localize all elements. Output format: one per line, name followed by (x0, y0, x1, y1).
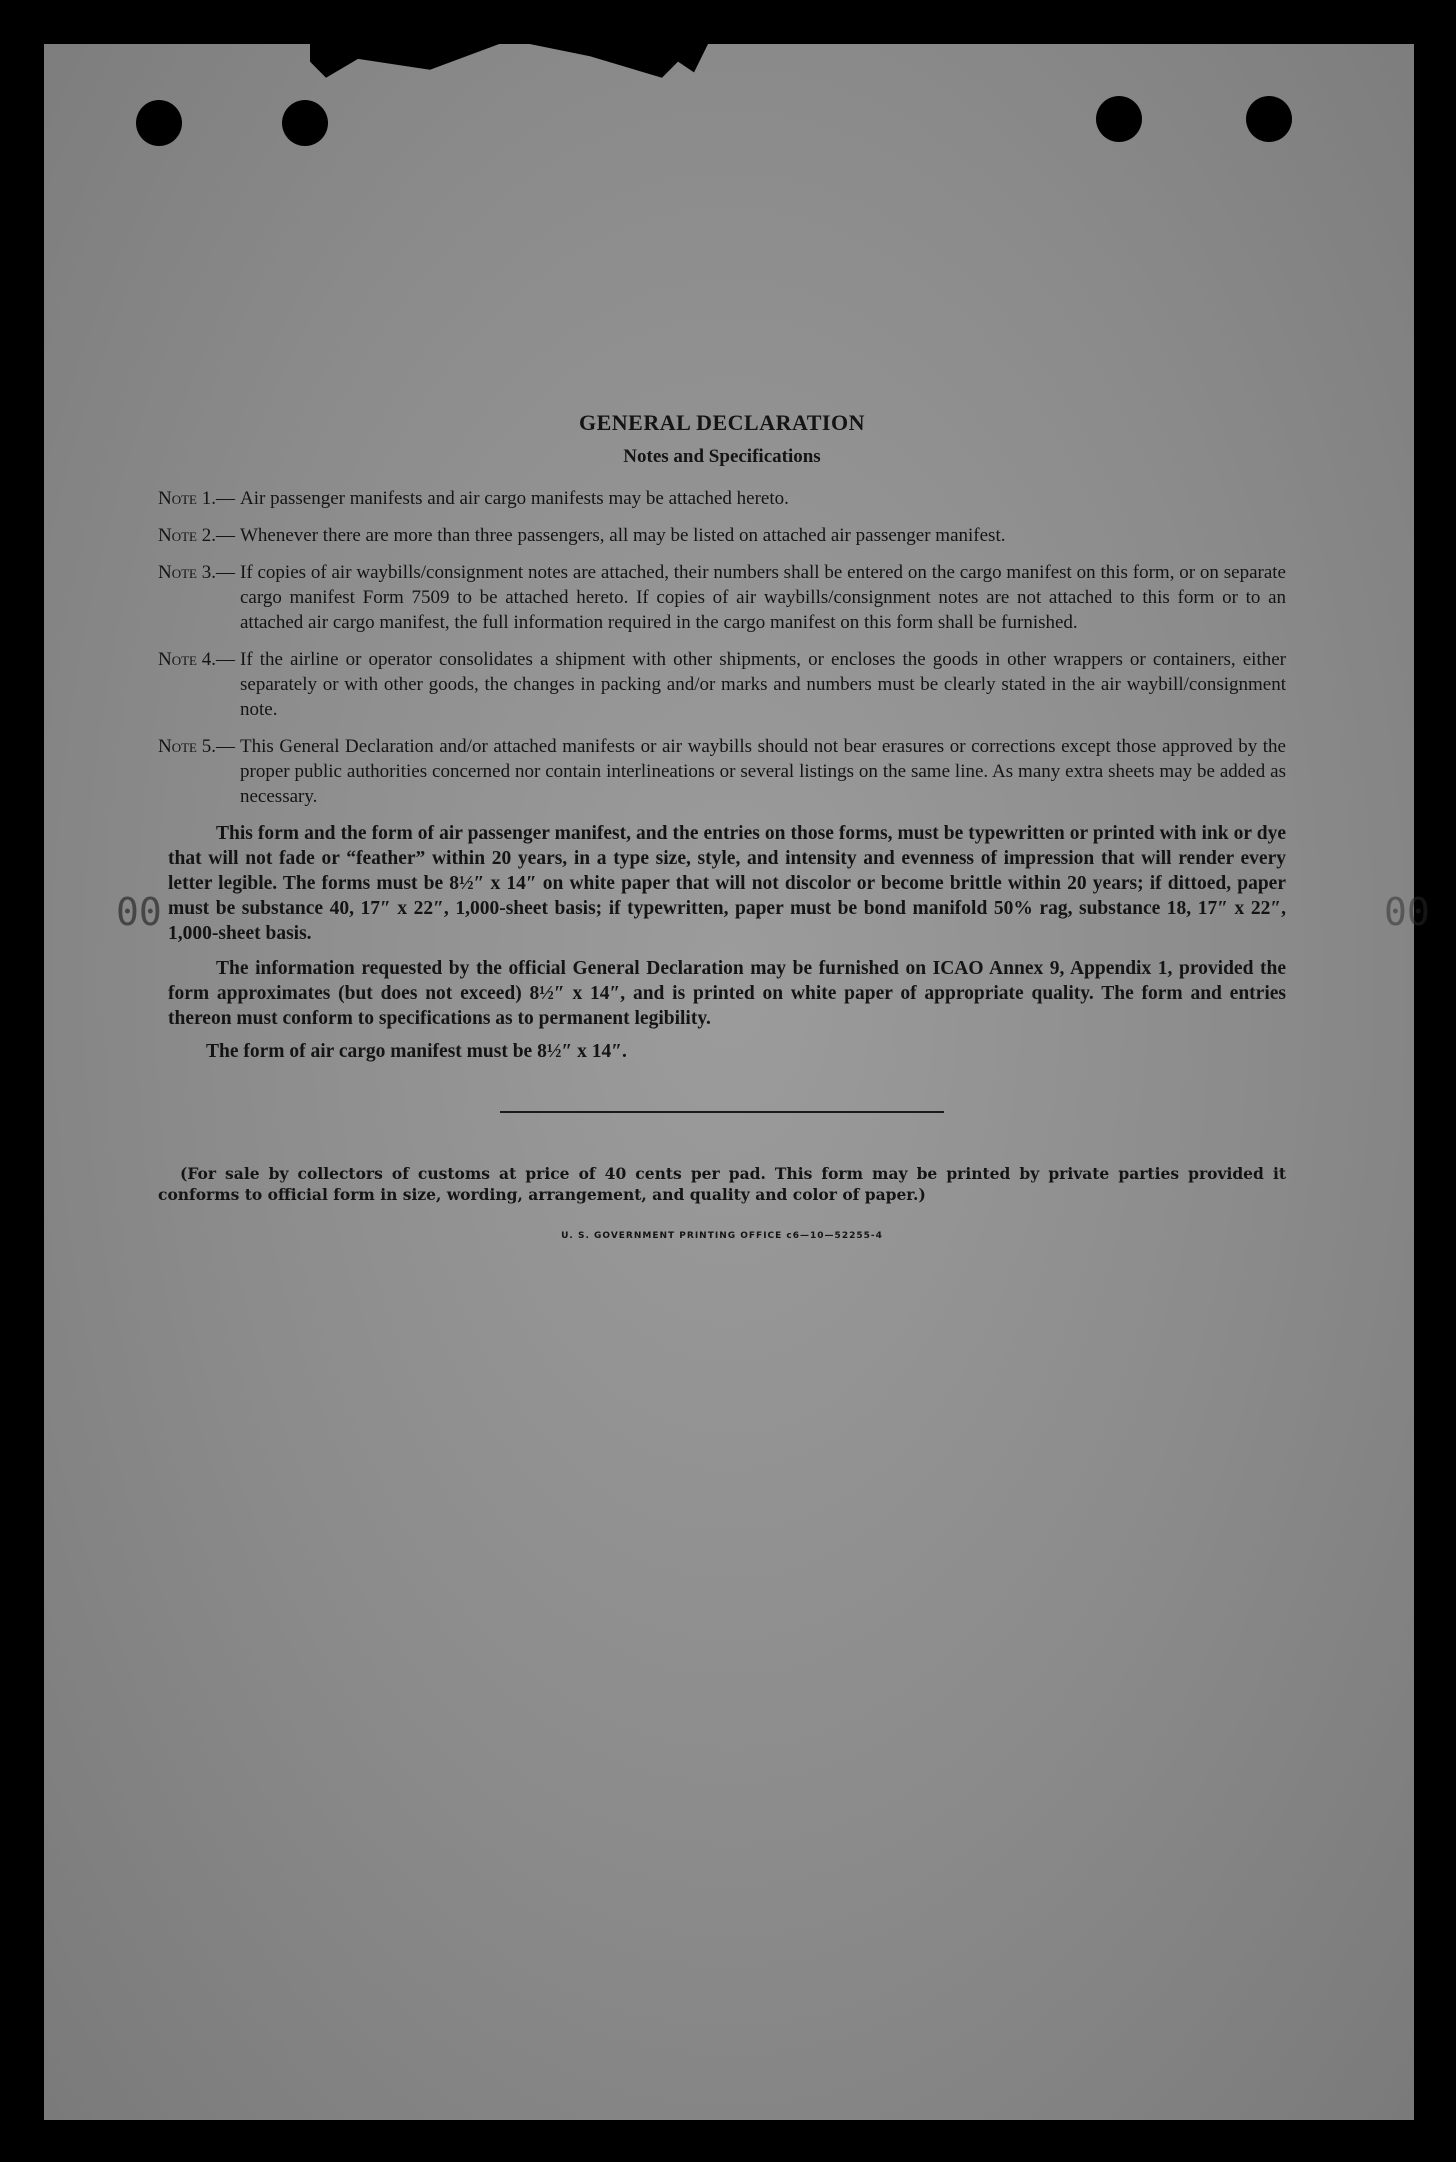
note-4 (158, 647, 1286, 722)
page-subtitle: Notes and Specifications (623, 446, 821, 467)
punch-hole-3 (1096, 96, 1142, 142)
note-label: Note 5.— (158, 736, 235, 757)
margin-mark-left: 00 (116, 890, 162, 934)
torn-edge (310, 40, 710, 94)
page-title: GENERAL DECLARATION (579, 410, 865, 435)
note-label: Note 2.— (158, 525, 235, 546)
note-3 (158, 560, 1286, 635)
paragraph-cargo-manifest-size: The form of air cargo manifest must be 8½″ x 14″. (206, 1041, 627, 1062)
punch-hole-2 (282, 100, 328, 146)
divider-rule (500, 1111, 944, 1113)
note-label: Note 3.— (158, 562, 235, 583)
declaration-notes (158, 410, 1286, 1241)
note-label: Note 1.— (158, 488, 235, 509)
note-text: If copies of air waybills/consignment notes are attached, their numbers shall be entered on the cargo manifest on this form, or on separate cargo manifest Form 7509 to be attached hereto. If copies of air waybills/consignment notes are not attached to this form or to an attached air cargo manifest, the full information required in the cargo manifest on this form shall be furnished. (240, 562, 1286, 633)
note-1 (158, 486, 1286, 511)
punch-hole-4 (1246, 96, 1292, 142)
printer-imprint: U. S. GOVERNMENT PRINTING OFFICE c6—10—52255-4 (561, 1231, 883, 1241)
note-text: If the airline or operator consolidates a shipment with other shipments, or encloses the goods in other wrappers or containers, either separately or with other goods, the changes in packing and/or marks and numbers must be clearly stated in the air waybill/consignment note. (240, 649, 1286, 720)
note-text: Whenever there are more than three passengers, all may be listed on attached air passenger manifest. (240, 525, 1006, 546)
margin-mark-right: 00 (1384, 890, 1430, 934)
sale-notice: (For sale by collectors of customs at price of 40 cents per pad. This form may be printed by private parties provided it conforms to official form in size, wording, arrangement, and quality and color of paper.) (158, 1164, 1286, 1204)
punch-hole-1 (136, 100, 182, 146)
note-5 (158, 734, 1286, 809)
note-label: Note 4.— (158, 649, 235, 670)
paragraph-icao-annex: The information requested by the official General Declaration may be furnished on ICAO Annex 9, Appendix 1, provided the form approximates (but does not exceed) 8½″ x 14″, and is printed on white paper of appropriate quality. The form and entries thereon must conform to specifications as to permanent legibility. (168, 958, 1286, 1029)
note-text: This General Declaration and/or attached manifests or air waybills should not bear erasures or corrections except those approved by the proper public authorities concerned nor contain interlineations or several listings on the same line. As many extra sheets may be added as necessary. (240, 736, 1286, 807)
paragraph-form-requirements: This form and the form of air passenger manifest, and the entries on those forms, must be typewritten or printed with ink or dye that will not fade or “feather” within 20 years, in a type size, style, and intensity and evenness of impression that will render every letter legible. The forms must be 8½″ x 14″ on white paper that will not discolor or become brittle within 20 years; if dittoed, paper must be substance 40, 17″ x 22″, 1,000-sheet basis; if typewritten, paper must be bond manifold 50% rag, substance 18, 17″ x 22″, 1,000-sheet basis. (168, 823, 1286, 944)
note-2 (158, 523, 1286, 548)
note-text: Air passenger manifests and air cargo manifests may be attached hereto. (240, 488, 789, 509)
